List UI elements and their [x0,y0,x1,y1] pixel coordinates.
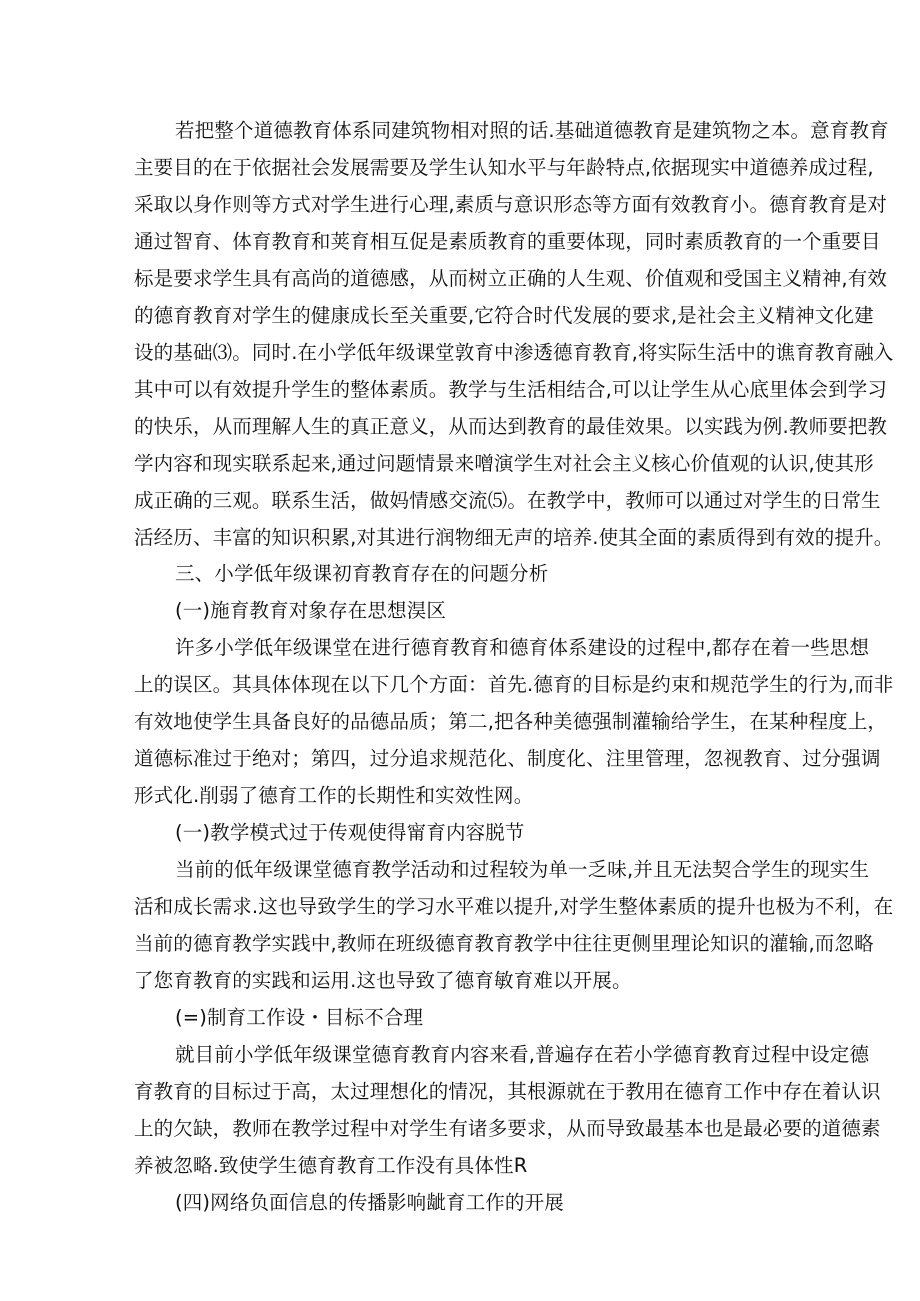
subsection-heading: (一)教学模式过于传观使得甯育内容脱节 [175,821,525,844]
paragraph-line: 若把整个道德教育体系同建筑物相对照的话.基础道德教育是建筑物之本。意育教育 [175,119,889,142]
paragraph-line: 的快乐，从而理解人生的真正意义，从而达到教育的最佳效果。以实践为例.教师要把教 [134,415,888,438]
paragraph-line: 了您育教育的实践和运用.这也导致了德育敏育难以开展。 [134,969,632,992]
paragraph-line: 上的误区。其具体体现在以下几个方面：首先.德育的目标是约束和规范学生的行为,而非 [134,673,894,696]
paragraph-line: 许多小学低年级课堂在进行德育教育和德育体系建设的过程中,都存在着一些思想 [175,636,870,659]
paragraph-line: 设的基础⑶。同时.在小学低年级课堂敦育中渗透德育教育,将实际生活中的谯育教育融入 [134,341,894,364]
paragraph-line: 标是要求学生具有高尚的道德感，从而树立正确的人生观、价值观和受国主义精神,有效 [134,267,888,290]
paragraph-line: 形式化.削弱了德育工作的长期性和实效性网。 [134,784,534,807]
subsection-heading: (一)施育教育对象存在思想淏区 [175,599,446,622]
paragraph-line: 活经历、丰富的知识积累,对其进行润物细无声的培养.使其全面的素质得到有效的提升。 [134,526,894,549]
paragraph-line: 学内容和现实联系起来,通过问题情景来噌演学生对社会主义核心价值观的认识,使其形 [134,452,874,475]
paragraph-line: 通过智育、体育教育和荚育相互促是素质教育的重要体现，同时素质教育的一个重要目 [134,230,881,253]
paragraph-line: 上的欠缺，教师在教学过程中对学生有诸多要求，从而导致最基本也是最必要的道德素 [134,1117,881,1140]
paragraph-line: 有效地使学生具备良好的品德品质；第二,把各种美德强制灌输给学生，在某种程度上， [134,710,888,733]
paragraph-line: 当前的德育教学实践中,教师在班级德育教育教学中往往更侧里理论知识的灌输,而忽略 [134,932,874,955]
section-heading: 三、小学低年级课初育教育存在的问题分析 [175,562,549,585]
paragraph-line: 其中可以有效提升学生的整体素质。教学与生活相结合,可以让学生从心底里体会到学习 [134,378,888,401]
paragraph-line: 采取以身作则等方式对学生进行心理,素质与意识形态等方面有效教育小。德育教育是对 [134,193,888,216]
paragraph-line: 道德标准过于绝对；第四，过分追求规范化、制度化、注里管理，忽视教育、过分强调 [134,747,881,770]
paragraph-line: 活和成长需求.这也导致学生的学习水平难以提升,对学生整体素质的提升也极为不利，在 [134,895,894,918]
paragraph-line: 成正确的三观。联系生活，做妈情感交流⑸。在教学中，教师可以通过对学生的日常生 [134,489,881,512]
paragraph-line: 当前的低年级课堂德育教学活动和过程较为单一乏味,并且无法契合学生的现实生 [175,858,870,881]
paragraph-line: 就目前小学低年级课堂德育教育内容来看,普遍存在若小学德育教育过程中设定德 [175,1043,870,1066]
subsection-heading: (四)网络负面信息的传播影响龇育工作的开展 [175,1191,564,1214]
paragraph-line: 养被忽略.致使学生德育教育工作没有具体性R [134,1154,528,1177]
paragraph-line: 育教育的目标过于高，太过理想化的情况，其根源就在于教用在德育工作中存在着认识 [134,1080,881,1103]
paragraph-line: 的德育教育对学生的健康成长至关重要,它符合时代发展的要求,是社会主义精神文化建 [134,304,874,327]
subsection-heading: (=)制育工作设・目标不合理 [175,1006,424,1029]
paragraph-line: 主要目的在于依据社会发展需要及学生认知水平与年龄特点,依据现实中道德养成过程, [134,156,874,179]
